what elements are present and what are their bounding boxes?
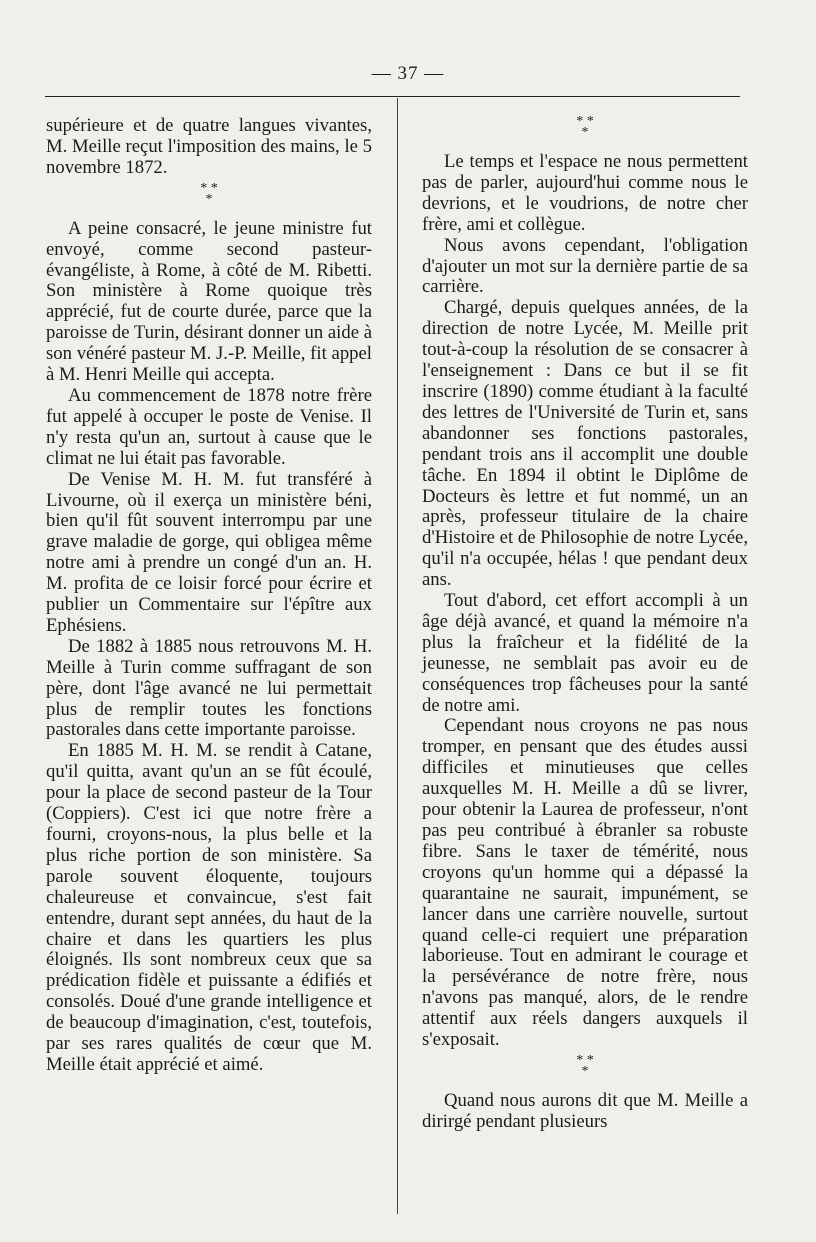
separator-stars-bottom: * — [581, 125, 589, 140]
paragraph: supérieure et de quatre langues vivantes, M. Meille reçut l'imposition des mains, le 5 novembre 1872. — [46, 115, 372, 178]
page-number: — 37 — — [371, 63, 445, 84]
paragraph: En 1885 M. H. M. se rendit à Catane, qu'il quitta, avant qu'un an se fût écoulé, pour la place de second pasteur de la Tour (Coppiers). C'est ici que notre frère a fourni, croyons-nous, la plus belle et la plus riche portion de son ministère. Sa parole souvent éloquente, toujours chaleureuse et convaincue, s'est fait entendre, durant sept années, du haut de la chaire et dans les quartiers les plus éloignés. Ils sont nombreux ceux que sa prédication fidèle et puissante a édifiés et consolés. Doué d'une grande intelligence et de beaucoup d'imagination, c'est, toutefois, par ses rares qualités de cœur que M. Meille était apprécié et aimé. — [46, 740, 372, 1075]
separator-stars-bottom: * — [205, 191, 213, 207]
separator-stars-top: * * — [200, 180, 218, 196]
separator-stars-top: * * — [576, 1052, 594, 1068]
paragraph: Tout d'abord, cet effort accompli à un âge déjà avancé, et quand la mémoire n'a plus la fraîcheur et la fidélité de la jeunesse, ne semblait pas avoir eu de conséquences trop fâcheuses pour la santé de notre ami. — [422, 590, 748, 716]
paragraph: Le temps et l'espace ne nous permettent pas de parler, aujourd'hui comme nous le devrions, et le voudrions, de notre cher frère, ami et collègue. — [422, 151, 748, 235]
paragraph: A peine consacré, le jeune ministre fut envoyé, comme second pasteur-évangéliste, à Rome, à côté de M. Ribetti. Son ministère à Rome quoique très apprécié, fut de courte durée, parce que la paroisse de Turin, désirant donner un aide à son vénéré pasteur M. J.-P. Meille, fit appel à M. Henri Meille qui accepta. — [46, 217, 372, 386]
left-column — [46, 116, 372, 1076]
separator-stars-top: * * — [576, 114, 594, 129]
right-column — [422, 116, 748, 1133]
section-separator — [422, 116, 748, 146]
column-divider — [397, 98, 398, 1214]
paragraph: De 1882 à 1885 nous retrouvons M. H. Meille à Turin comme suffragant de son père, dont l'âge avancé ne lui permettait plus de remplir toutes les fonctions pastorales dans cette importante paroisse. — [46, 635, 372, 741]
paragraph: De Venise M. H. M. fut transféré à Livourne, où il exerça un ministère béni, bien qu'il fût souvent interrompu par une grave maladie de gorge, qui obligea même notre ami à prendre un congé d'un an. H. M. profita de ce loisir forcé pour écrire et publier un Commentaire sur l'épître aux Ephésiens. — [46, 468, 372, 636]
section-separator — [46, 180, 372, 213]
separator-stars-bottom: * — [581, 1063, 589, 1079]
header-rule — [45, 96, 740, 97]
paragraph: Au commencement de 1878 notre frère fut appelé à occuper le poste de Venise. Il n'y resta qu'un an, surtout à cause que le climat ne lui était pas favorable. — [46, 384, 372, 469]
section-separator — [422, 1052, 748, 1085]
paragraph: Cependant nous croyons ne pas nous tromper, en pensant que des études aussi difficiles et minutieuses que celles auxquelles M. H. Meille a dû se livrer, pour obtenir la Laurea de professeur, n'ont pas peu contribué à ébranler sa robuste fibre. Sans le taxer de témérité, nous croyons qu'un homme qui a dépassé la quarantaine ne saurait, impunément, se lancer dans une carrière nouvelle, surtout quand celle-ci requiert une préparation laborieuse. Tout en admirant le courage et la persévérance de notre frère, nous n'avons pas manqué, alors, de le rendre attentif aux réels dangers auxquels il s'exposait. — [422, 715, 748, 1051]
paragraph: Nous avons cependant, l'obligation d'ajouter un mot sur la dernière partie de sa carrière. — [422, 234, 748, 298]
paragraph: Chargé, depuis quelques années, de la direction de notre Lycée, M. Meille prit tout-à-coup la résolution de se consacrer à l'enseignement : Dans ce but il se fit inscrire (1890) comme étudiant à la faculté des lettres de l'Université de Turin et, sans abandonner ses fonctions pastorales, pendant trois ans il accomplit une double tâche. En 1894 il obtint le Diplôme de Docteurs ès lettre et fut nommé, un an après, professeur titulaire de la chaire d'Histoire et de Philosophie de notre Lycée, qu'il n'a occupée, hélas ! que pendant deux ans. — [422, 297, 748, 591]
paragraph: Quand nous aurons dit que M. Meille a dirirgé pendant plusieurs — [422, 1089, 748, 1132]
